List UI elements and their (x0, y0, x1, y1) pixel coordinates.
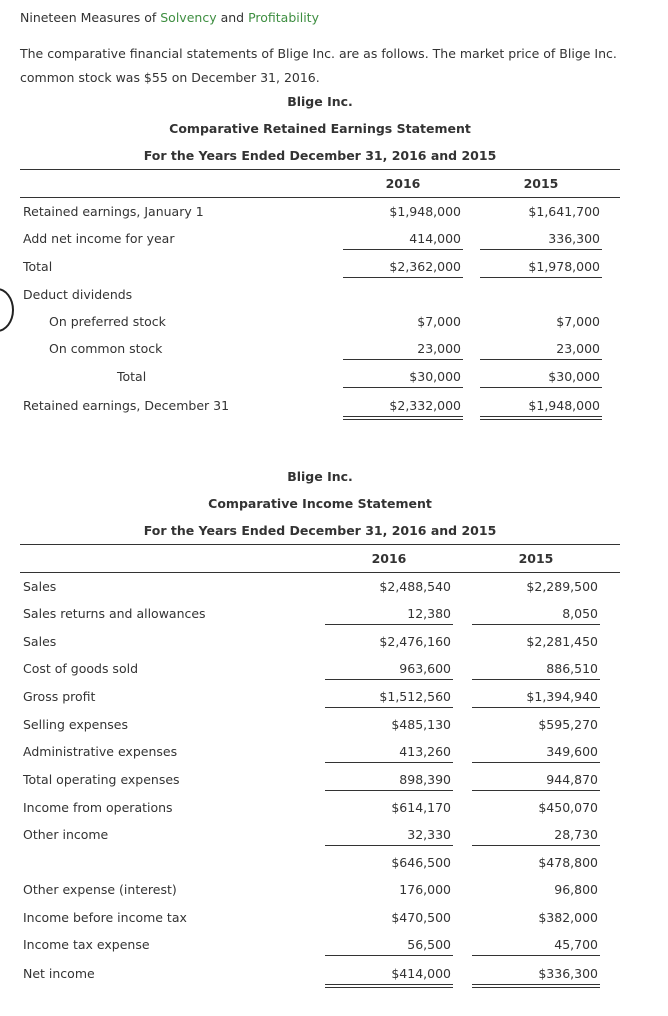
row-label: Add net income for year (23, 231, 175, 246)
row-label: On preferred stock (49, 314, 166, 329)
row-label: Income from operations (23, 800, 173, 815)
value-2015: $450,070 (538, 800, 598, 815)
sum-rule (480, 249, 602, 250)
value-2015: $1,978,000 (528, 259, 600, 274)
sum-rule (472, 707, 600, 708)
value-2016: 963,600 (399, 661, 451, 676)
value-2016: 414,000 (409, 231, 461, 246)
value-2015: $7,000 (556, 314, 600, 329)
row-label: Total operating expenses (23, 772, 180, 787)
value-2016: $470,500 (391, 910, 451, 925)
value-2016: 12,380 (407, 606, 451, 621)
value-2016: 176,000 (399, 882, 451, 897)
value-2015: $1,394,940 (526, 689, 598, 704)
row-label: Income before income tax (23, 910, 187, 925)
value-2015: 944,870 (546, 772, 598, 787)
sum-rule (480, 277, 602, 278)
header-rule (20, 544, 620, 545)
double-rule (472, 984, 600, 985)
sum-rule (472, 762, 600, 763)
double-rule (325, 987, 453, 988)
page-heading (20, 10, 319, 25)
row-label: Other income (23, 827, 109, 842)
row-label: Sales returns and allowances (23, 606, 206, 621)
column-header-2016: 2016 (385, 176, 421, 191)
value-2015: $595,270 (538, 717, 598, 732)
value-2016: $485,130 (391, 717, 451, 732)
company-name: Blige Inc. (287, 469, 353, 484)
row-label: Retained earnings, January 1 (23, 204, 204, 219)
value-2016: $414,000 (391, 966, 451, 981)
value-2015: 45,700 (554, 937, 598, 952)
row-label: Administrative expenses (23, 744, 178, 759)
value-2015: 28,730 (554, 827, 598, 842)
value-2016: $646,500 (391, 855, 451, 870)
value-2016: $2,332,000 (389, 398, 461, 413)
value-2016: $614,170 (391, 800, 451, 815)
row-label: Deduct dividends (23, 287, 133, 302)
value-2015: 336,300 (548, 231, 600, 246)
row-label: Selling expenses (23, 717, 129, 732)
statement-period: For the Years Ended December 31, 2016 and 2015 (143, 148, 497, 163)
double-rule (325, 984, 453, 985)
profitability-link[interactable]: Profitability (248, 10, 319, 25)
sum-rule (472, 790, 600, 791)
circle-icon (0, 288, 14, 332)
double-rule (472, 987, 600, 988)
company-name: Blige Inc. (287, 94, 353, 109)
heading-text: Nineteen Measures of (20, 10, 161, 25)
sum-rule (325, 707, 453, 708)
header-rule (20, 572, 620, 573)
value-2015: 23,000 (556, 341, 600, 356)
sum-rule (343, 249, 463, 250)
column-header-2015: 2015 (523, 176, 559, 191)
row-label: Total (117, 369, 147, 384)
double-rule (480, 416, 602, 417)
row-label: Cost of goods sold (23, 661, 139, 676)
sum-rule (325, 624, 453, 625)
sum-rule (472, 624, 600, 625)
sum-rule (343, 387, 463, 388)
sum-rule (472, 845, 600, 846)
column-header-2015: 2015 (518, 551, 554, 566)
row-label: Other expense (interest) (23, 882, 177, 897)
row-label: Net income (23, 966, 95, 981)
sum-rule (343, 359, 463, 360)
value-2015: 8,050 (562, 606, 598, 621)
double-rule (343, 416, 463, 417)
value-2016: $1,512,560 (379, 689, 451, 704)
value-2016: $2,362,000 (389, 259, 461, 274)
value-2016: $2,488,540 (379, 579, 451, 594)
value-2015: $1,641,700 (528, 204, 600, 219)
value-2015: $2,281,450 (526, 634, 598, 649)
sum-rule (325, 679, 453, 680)
value-2016: 898,390 (399, 772, 451, 787)
sum-rule (325, 845, 453, 846)
row-label: Gross profit (23, 689, 96, 704)
value-2016: $1,948,000 (389, 204, 461, 219)
value-2016: $2,476,160 (379, 634, 451, 649)
column-header-2016: 2016 (371, 551, 407, 566)
value-2015: $336,300 (538, 966, 598, 981)
value-2016: $30,000 (409, 369, 461, 384)
row-label: Sales (23, 579, 57, 594)
sum-rule (472, 955, 600, 956)
value-2016: 56,500 (407, 937, 451, 952)
value-2015: $1,948,000 (528, 398, 600, 413)
intro-paragraph: The comparative financial statements of Blige Inc. are as follows. The market price of Blige Inc. common stock was $55 on December 31, 2016. (20, 46, 617, 85)
value-2015: $2,289,500 (526, 579, 598, 594)
value-2016: 32,330 (407, 827, 451, 842)
sum-rule (472, 679, 600, 680)
value-2015: 886,510 (546, 661, 598, 676)
value-2015: 96,800 (554, 882, 598, 897)
value-2015: $30,000 (548, 369, 600, 384)
double-rule (480, 419, 602, 420)
statement-title: Comparative Income Statement (208, 496, 432, 511)
row-label: Retained earnings, December 31 (23, 398, 230, 413)
solvency-link[interactable]: Solvency (160, 10, 217, 25)
value-2016: $7,000 (417, 314, 461, 329)
row-label: Sales (23, 634, 57, 649)
sum-rule (325, 790, 453, 791)
value-2016: 413,260 (399, 744, 451, 759)
value-2015: $382,000 (538, 910, 598, 925)
heading-text-mid: and (216, 10, 249, 25)
row-label: On common stock (49, 341, 163, 356)
sum-rule (480, 387, 602, 388)
statement-period: For the Years Ended December 31, 2016 and 2015 (143, 523, 497, 538)
sum-rule (343, 277, 463, 278)
value-2015: $478,800 (538, 855, 598, 870)
header-rule (20, 197, 620, 198)
sum-rule (480, 359, 602, 360)
row-label: Total (23, 259, 53, 274)
sum-rule (325, 762, 453, 763)
value-2016: 23,000 (417, 341, 461, 356)
header-rule (20, 169, 620, 170)
row-label: Income tax expense (23, 937, 150, 952)
double-rule (343, 419, 463, 420)
value-2015: 349,600 (546, 744, 598, 759)
statement-title: Comparative Retained Earnings Statement (169, 121, 471, 136)
sum-rule (325, 955, 453, 956)
